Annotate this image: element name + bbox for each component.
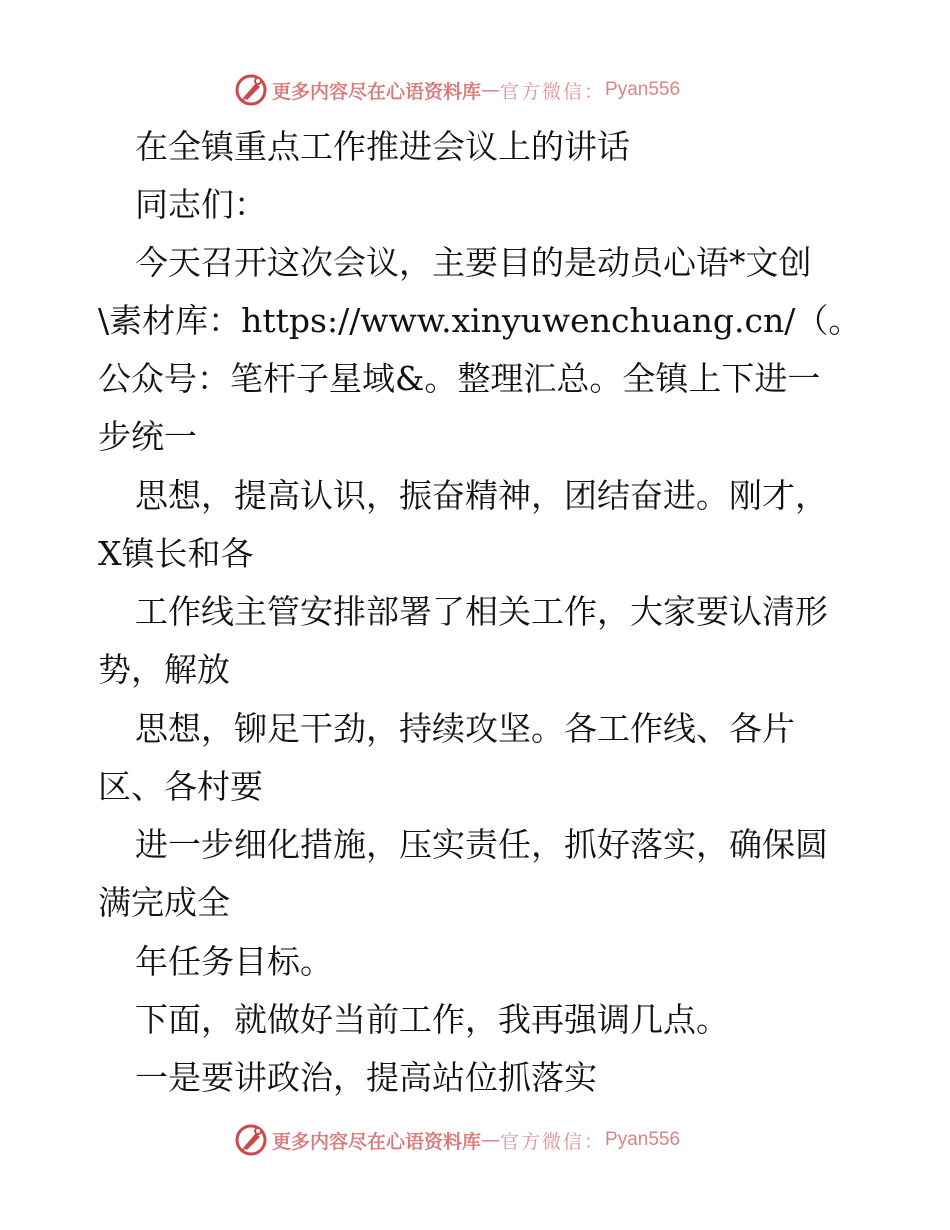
document-title: 在全镇重点工作推进会议上的讲话 — [135, 127, 630, 166]
paragraph-line: X镇长和各 — [98, 534, 254, 573]
paragraph-line: 下面，就做好当前工作，我再强调几点。 — [135, 1000, 729, 1039]
watermark-separator: — — [481, 79, 501, 101]
paragraph-line: 年任务目标。 — [135, 942, 333, 981]
watermark-wechat-label: 官方微信： — [500, 1130, 606, 1153]
watermark-separator: — — [481, 1129, 501, 1151]
paragraph-line: 思想，提高认识，振奋精神，团结奋进。刚才， — [135, 476, 828, 515]
watermark-slogan: 更多内容尽在心语资料库 — [272, 80, 482, 103]
paragraph-line: 步统一 — [98, 417, 197, 456]
watermark-slogan: 更多内容尽在心语资料库 — [272, 1130, 482, 1153]
paragraph-line: \素材库：https://www.xinyuwenchuang.cn/（。 — [98, 301, 862, 340]
paragraph-line: 满完成全 — [98, 883, 230, 922]
paragraph-line: 思想，铆足干劲，持续攻坚。各工作线、各片 — [135, 709, 795, 748]
pen-logo-icon — [234, 1123, 268, 1157]
salutation: 同志们： — [135, 185, 267, 224]
footer-watermark-banner — [234, 1120, 680, 1160]
paragraph-line: 进一步细化措施，压实责任，抓好落实，确保圆 — [135, 825, 828, 864]
paragraph-line: 区、各村要 — [98, 767, 263, 806]
paragraph-line: 工作线主管安排部署了相关工作，大家要认清形 — [135, 592, 828, 631]
watermark-wechat-id: Pyan556 — [605, 1129, 681, 1150]
watermark-wechat-label: 官方微信： — [500, 80, 606, 103]
section-heading: 一是要讲政治，提高站位抓落实 — [135, 1058, 597, 1097]
header-watermark-banner — [234, 70, 680, 110]
paragraph-line: 势，解放 — [98, 650, 230, 689]
paragraph-line: 今天召开这次会议，主要目的是动员心语*文创 — [135, 243, 812, 282]
paragraph-line: 公众号：笔杆子星域&。整理汇总。全镇上下进一 — [98, 359, 821, 398]
watermark-wechat-id: Pyan556 — [605, 79, 681, 100]
pen-logo-icon — [234, 73, 268, 107]
